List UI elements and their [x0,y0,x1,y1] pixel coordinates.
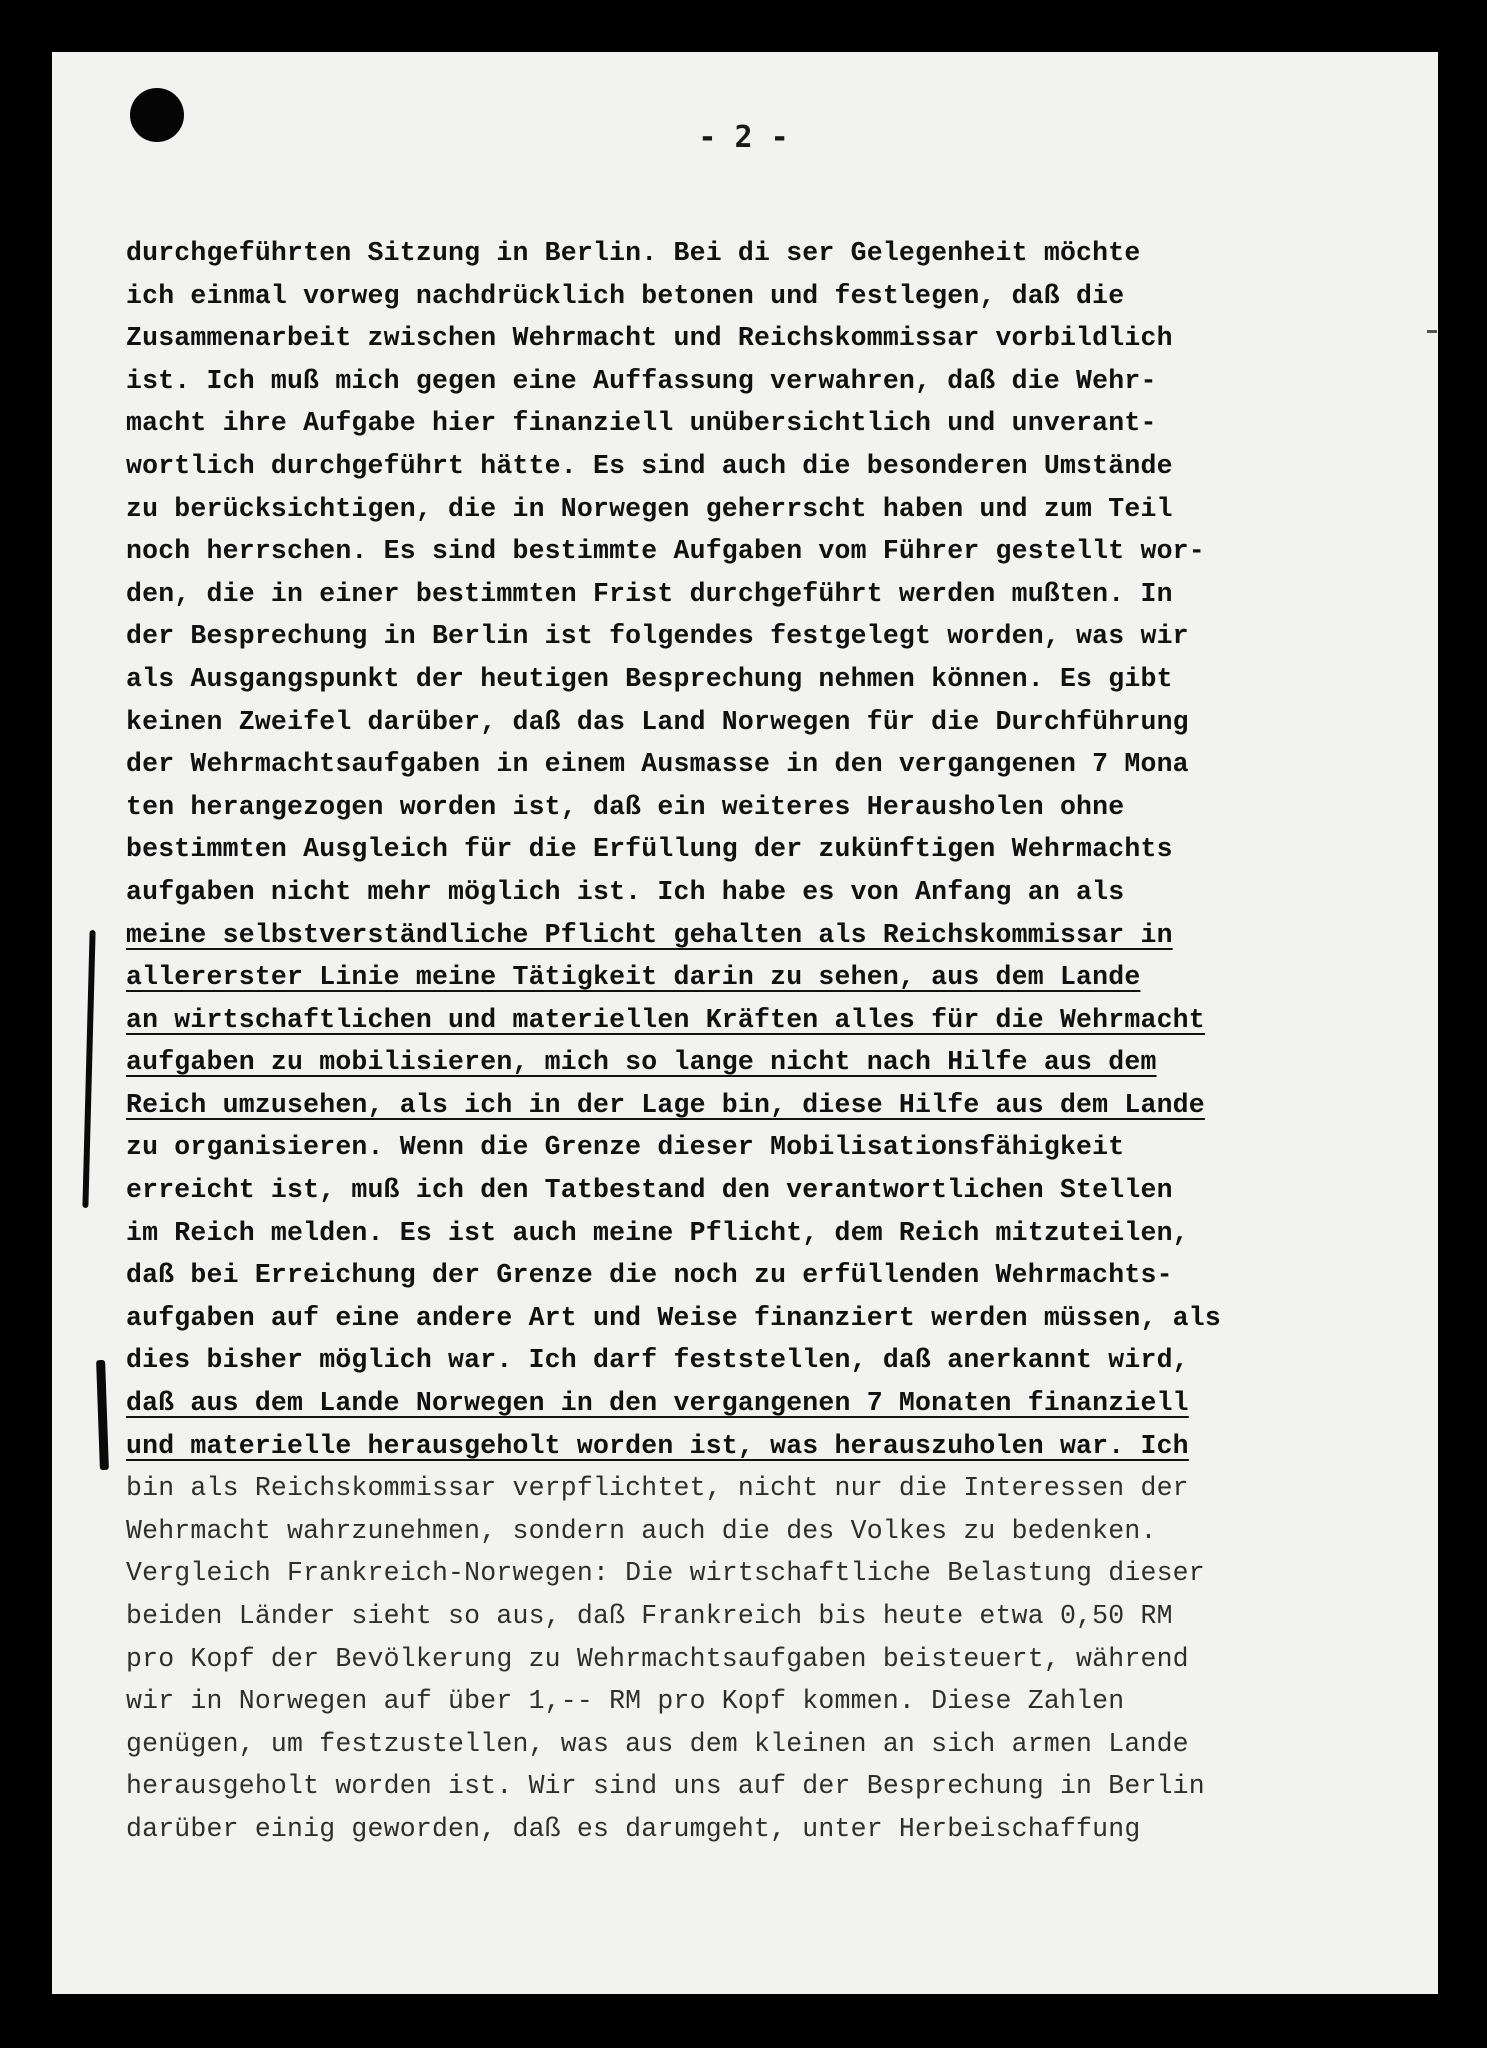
text-line-underlined: Reich umzusehen, als ich in der Lage bin, diese Hilfe aus dem Lande [126,1089,1205,1120]
text-line: macht ihre Aufgabe hier finanziell unübersichtlich und unverant- [126,408,1157,439]
text-line: bestimmten Ausgleich für die Erfüllung der zukünftigen Wehrmachts [126,834,1173,865]
text-line: wortlich durchgeführt hätte. Es sind auch die besonderen Umstände [126,450,1173,481]
text-line: der Besprechung in Berlin ist folgendes festgelegt worden, was wir [126,621,1189,652]
text-line: ist. Ich muß mich gegen eine Auffassung verwahren, daß die Wehr- [126,365,1157,396]
text-line: aufgaben auf eine andere Art und Weise finanziert werden müssen, als [126,1302,1221,1333]
text-line: erreicht ist, muß ich den Tatbestand den verantwortlichen Stellen [126,1175,1173,1206]
text-line: bin als Reichskommissar verpflichtet, nicht nur die Interessen der [126,1473,1189,1504]
text-line: zu berücksichtigen, die in Norwegen geherrscht haben und zum Teil [126,493,1173,524]
text-line: darüber einig geworden, daß es darumgeht, unter Herbeischaffung [126,1813,1141,1844]
text-line: ten herangezogen worden ist, daß ein weiteres Herausholen ohne [126,791,1125,822]
text-line: als Ausgangspunkt der heutigen Besprechung nehmen können. Es gibt [126,663,1173,694]
text-line: Wehrmacht wahrzunehmen, sondern auch die des Volkes zu bedenken. [126,1515,1157,1546]
typewritten-body [126,232,1306,1851]
text-line: Zusammenarbeit zwischen Wehrmacht und Reichskommissar vorbildlich [126,323,1173,354]
text-line-underlined: und materielle herausgeholt worden ist, was herauszuholen war. Ich [126,1430,1189,1461]
text-line: durchgeführten Sitzung in Berlin. Bei di ser Gelegenheit möchte [126,238,1141,268]
text-line-underlined: allererster Linie meine Tätigkeit darin zu sehen, aus dem Lande [126,962,1141,993]
text-line: keinen Zweifel darüber, daß das Land Norwegen für die Durchführung [126,706,1189,737]
text-line-underlined: an wirtschaftlichen und materiellen Kräften alles für die Wehrmacht [126,1004,1205,1035]
text-line: Vergleich Frankreich-Norwegen: Die wirtschaftliche Belastung dieser [126,1558,1205,1589]
text-line-underlined: daß aus dem Lande Norwegen in den vergangenen 7 Monaten finanziell [126,1388,1189,1419]
text-line: pro Kopf der Bevölkerung zu Wehrmachtsaufgaben beisteuert, während [126,1643,1189,1674]
text-line: wir in Norwegen auf über 1,-- RM pro Kopf kommen. Diese Zahlen [126,1686,1125,1717]
text-line: im Reich melden. Es ist auch meine Pflicht, dem Reich mitzuteilen, [126,1217,1189,1248]
text-line: genügen, um festzustellen, was aus dem kleinen an sich armen Lande [126,1728,1189,1759]
text-line: der Wehrmachtsaufgaben in einem Ausmasse in den vergangenen 7 Mona [126,749,1189,780]
text-line: herausgeholt worden ist. Wir sind uns auf der Besprechung in Berlin [126,1771,1205,1802]
margin-mark [1427,330,1437,333]
text-line: dies bisher möglich war. Ich darf feststellen, daß anerkannt wird, [126,1345,1189,1376]
text-line: ich einmal vorweg nachdrücklich betonen und festlegen, daß die [126,280,1125,311]
text-line: zu organisieren. Wenn die Grenze dieser Mobilisationsfähigkeit [126,1132,1125,1163]
text-line: noch herrschen. Es sind bestimmte Aufgaben vom Führer gestellt wor- [126,536,1205,567]
text-line: beiden Länder sieht so aus, daß Frankreich bis heute etwa 0,50 RM [126,1601,1173,1631]
text-line-underlined: meine selbstverständliche Pflicht gehalten als Reichskommissar in [126,919,1173,950]
text-line: den, die in einer bestimmten Frist durchgeführt werden mußten. In [126,578,1173,609]
text-line-underlined: aufgaben zu mobilisieren, mich so lange nicht nach Hilfe aus dem [126,1047,1157,1078]
text-line: daß bei Erreichung der Grenze die noch zu erfüllenden Wehrmachts- [126,1260,1173,1291]
text-line: aufgaben nicht mehr möglich ist. Ich habe es von Anfang an als [126,876,1125,907]
page-number: - 2 - [698,120,789,155]
